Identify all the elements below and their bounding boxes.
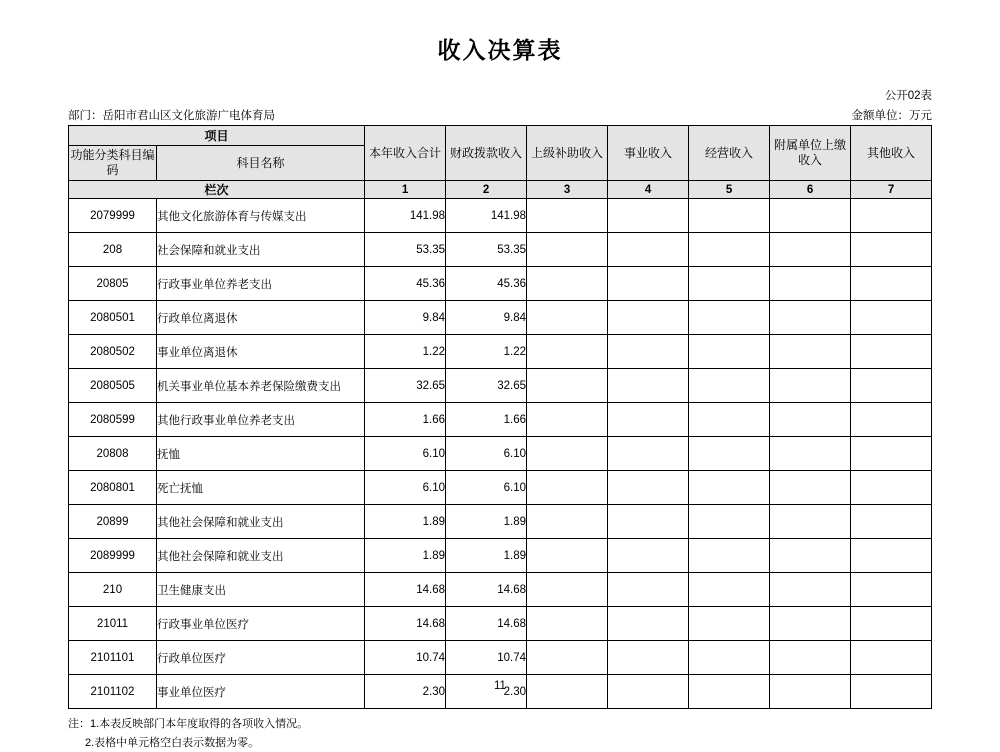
table-row [69,267,932,301]
header-group-item: 项目 [69,126,365,146]
lan-label: 栏次 [69,181,365,199]
cell-value-2: 141.98 [446,199,527,233]
cell-value-4 [608,437,689,471]
cell-value-4 [608,199,689,233]
cell-value-1: 1.89 [365,539,446,573]
cell-value-3 [527,301,608,335]
cell-value-5 [689,573,770,607]
cell-value-5 [689,199,770,233]
cell-value-4 [608,607,689,641]
cell-name: 其他行政事业单位养老支出 [157,403,365,437]
cell-value-7 [851,539,932,573]
cell-code: 2080801 [69,471,157,505]
cell-code: 2089999 [69,539,157,573]
income-final-accounts-table [68,125,932,709]
cell-value-7 [851,505,932,539]
cell-value-5 [689,233,770,267]
cell-value-1: 45.36 [365,267,446,301]
document-page [0,32,1000,749]
cell-value-6 [770,539,851,573]
cell-code: 2101102 [69,675,157,709]
cell-value-6 [770,335,851,369]
lan-number-5: 5 [689,181,770,199]
cell-value-4 [608,301,689,335]
cell-code: 2080599 [69,403,157,437]
cell-name: 其他社会保障和就业支出 [157,505,365,539]
cell-value-7 [851,471,932,505]
cell-name: 其他文化旅游体育与传媒支出 [157,199,365,233]
cell-value-3 [527,369,608,403]
cell-value-6 [770,437,851,471]
lan-number-4: 4 [608,181,689,199]
cell-value-7 [851,233,932,267]
cell-value-3 [527,335,608,369]
header-col-4: 事业收入 [608,126,689,181]
cell-value-6 [770,505,851,539]
page-title: 收入决算表 [437,38,563,63]
lan-number-6: 6 [770,181,851,199]
cell-value-1: 1.22 [365,335,446,369]
cell-value-2: 6.10 [446,471,527,505]
note-line-1: 注：1.本表反映部门本年度取得的各项收入情况。 [68,718,309,730]
table-row [69,573,932,607]
cell-value-5 [689,335,770,369]
cell-value-2: 1.89 [446,539,527,573]
cell-value-6 [770,199,851,233]
cell-value-4 [608,267,689,301]
cell-name: 社会保障和就业支出 [157,233,365,267]
cell-value-1: 32.65 [365,369,446,403]
header-code-column: 功能分类科目编码 [69,146,157,181]
table-container [0,125,1000,709]
cell-name: 行政事业单位医疗 [157,607,365,641]
cell-value-2: 1.89 [446,505,527,539]
cell-name: 事业单位医疗 [157,675,365,709]
amount-unit-label: 金额单位：万元 [851,110,932,122]
cell-value-2: 1.66 [446,403,527,437]
cell-value-7 [851,641,932,675]
cell-value-7 [851,301,932,335]
table-notes [0,715,1000,752]
cell-value-2: 10.74 [446,641,527,675]
cell-value-3 [527,641,608,675]
cell-value-6 [770,267,851,301]
cell-value-7 [851,607,932,641]
cell-value-4 [608,369,689,403]
cell-code: 2080502 [69,335,157,369]
lan-number-1: 1 [365,181,446,199]
cell-value-2: 14.68 [446,573,527,607]
lan-number-3: 3 [527,181,608,199]
cell-value-4 [608,335,689,369]
cell-value-2: 6.10 [446,437,527,471]
cell-value-5 [689,403,770,437]
cell-value-3 [527,437,608,471]
cell-value-3 [527,607,608,641]
cell-value-2: 45.36 [446,267,527,301]
table-row [69,233,932,267]
cell-code: 20805 [69,267,157,301]
cell-code: 2080501 [69,301,157,335]
department-label: 部门：岳阳市君山区文化旅游广电体育局 [68,110,275,122]
cell-value-4 [608,573,689,607]
cell-value-7 [851,199,932,233]
cell-value-3 [527,505,608,539]
cell-value-3 [527,471,608,505]
cell-value-6 [770,471,851,505]
cell-value-3 [527,233,608,267]
cell-value-2: 32.65 [446,369,527,403]
cell-value-7 [851,369,932,403]
cell-value-3 [527,267,608,301]
cell-value-7 [851,335,932,369]
table-lan-row [69,181,932,199]
cell-value-7 [851,267,932,301]
cell-value-6 [770,369,851,403]
header-name-column: 科目名称 [157,146,365,181]
cell-value-1: 53.35 [365,233,446,267]
table-row [69,505,932,539]
table-row [69,471,932,505]
cell-value-6 [770,607,851,641]
cell-value-1: 1.66 [365,403,446,437]
cell-value-5 [689,607,770,641]
header-col-7: 其他收入 [851,126,932,181]
cell-value-5 [689,539,770,573]
cell-value-3 [527,573,608,607]
cell-name: 机关事业单位基本养老保险缴费支出 [157,369,365,403]
cell-name: 行政单位医疗 [157,641,365,675]
table-row [69,369,932,403]
cell-value-5 [689,505,770,539]
page-number: 11 [494,680,506,692]
header-col-2: 财政拨款收入 [446,126,527,181]
cell-code: 2079999 [69,199,157,233]
table-row [69,403,932,437]
cell-value-7 [851,403,932,437]
cell-value-4 [608,539,689,573]
meta-row [0,107,1000,123]
cell-value-1: 6.10 [365,471,446,505]
cell-value-7 [851,573,932,607]
cell-name: 抚恤 [157,437,365,471]
cell-name: 事业单位离退休 [157,335,365,369]
cell-value-6 [770,641,851,675]
table-row [69,335,932,369]
cell-value-4 [608,403,689,437]
cell-code: 20899 [69,505,157,539]
cell-code: 2101101 [69,641,157,675]
cell-value-6 [770,403,851,437]
cell-name: 卫生健康支出 [157,573,365,607]
cell-value-3 [527,403,608,437]
cell-value-5 [689,641,770,675]
cell-code: 20808 [69,437,157,471]
table-row [69,607,932,641]
cell-code: 210 [69,573,157,607]
header-col-5: 经营收入 [689,126,770,181]
cell-value-1: 141.98 [365,199,446,233]
cell-name: 其他社会保障和就业支出 [157,539,365,573]
cell-name: 行政事业单位养老支出 [157,267,365,301]
cell-value-2: 1.22 [446,335,527,369]
cell-value-4 [608,505,689,539]
cell-value-2: 14.68 [446,607,527,641]
cell-value-6 [770,573,851,607]
note-line-2: 2.表格中单元格空白表示数据为零。 [85,736,260,749]
cell-value-4 [608,233,689,267]
cell-value-1: 9.84 [365,301,446,335]
cell-value-3 [527,539,608,573]
table-row [69,301,932,335]
sheet-code: 公开02表 [884,90,932,102]
cell-value-1: 10.74 [365,641,446,675]
cell-value-2: 53.35 [446,233,527,267]
header-col-1: 本年收入合计 [365,126,446,181]
table-head [69,126,932,199]
cell-value-5 [689,267,770,301]
cell-value-1: 1.89 [365,505,446,539]
cell-value-6 [770,301,851,335]
cell-name: 行政单位离退休 [157,301,365,335]
cell-code: 21011 [69,607,157,641]
cell-value-4 [608,641,689,675]
cell-value-1: 14.68 [365,607,446,641]
header-col-6: 附属单位上缴收入 [770,126,851,181]
cell-value-1: 2.30 [365,675,446,709]
cell-value-3 [527,199,608,233]
header-col-3: 上级补助收入 [527,126,608,181]
cell-value-6 [770,233,851,267]
table-row [69,437,932,471]
cell-value-1: 14.68 [365,573,446,607]
table-row [69,199,932,233]
table-row [69,641,932,675]
cell-code: 2080505 [69,369,157,403]
cell-value-1: 6.10 [365,437,446,471]
cell-name: 死亡抚恤 [157,471,365,505]
cell-value-7 [851,437,932,471]
table-header-group-row [69,126,932,146]
cell-value-2: 2.30 [446,675,527,709]
lan-number-2: 2 [446,181,527,199]
table-body [69,199,932,709]
cell-value-4 [608,471,689,505]
table-row [69,539,932,573]
cell-value-2: 9.84 [446,301,527,335]
cell-value-5 [689,471,770,505]
cell-value-5 [689,437,770,471]
cell-value-5 [689,369,770,403]
cell-value-5 [689,301,770,335]
cell-code: 208 [69,233,157,267]
lan-number-7: 7 [851,181,932,199]
